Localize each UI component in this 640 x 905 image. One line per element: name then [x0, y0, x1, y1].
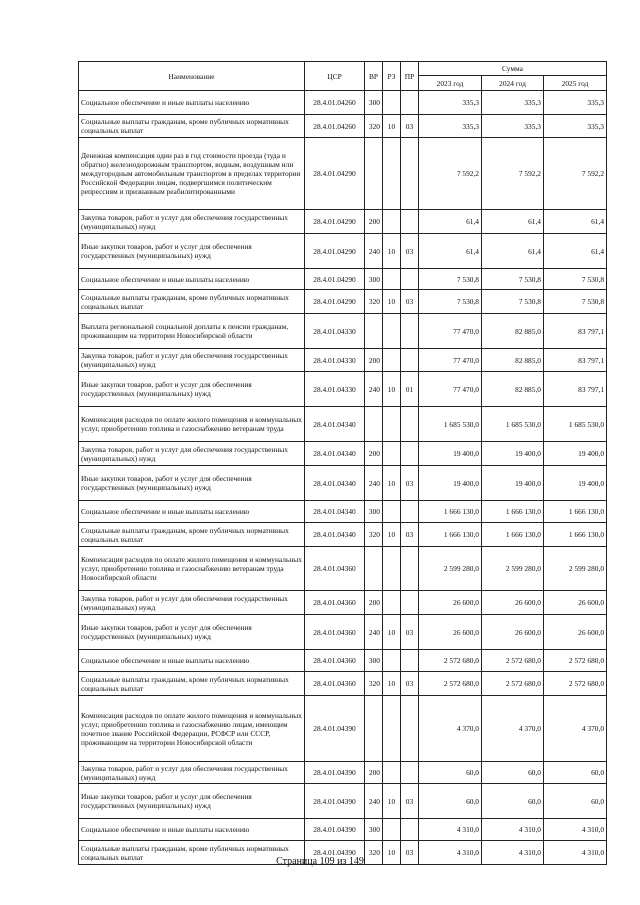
- row-rz: [383, 819, 401, 841]
- row-vr: 320: [365, 841, 383, 865]
- row-rz: [383, 650, 401, 672]
- row-value-2024: 7 530,8: [482, 269, 544, 290]
- row-value-2024: 2 572 680,0: [482, 650, 544, 672]
- row-value-2024: 26 600,0: [482, 615, 544, 650]
- row-value-2024: 19 400,0: [482, 442, 544, 466]
- row-pr: [401, 591, 419, 615]
- row-pr: 03: [401, 841, 419, 865]
- row-name: Иные закупки товаров, работ и услуг для обеспечения государственных (муниципальных) нужд: [79, 784, 305, 819]
- row-value-2023: 4 310,0: [419, 841, 482, 865]
- row-csr: 28.4.01.04360: [305, 591, 365, 615]
- table-row: [79, 672, 607, 696]
- row-value-2023: 1 666 130,0: [419, 501, 482, 523]
- row-rz: [383, 407, 401, 442]
- row-rz: [383, 501, 401, 523]
- row-name: Закупка товаров, работ и услуг для обеспечения государственных (муниципальных) нужд: [79, 349, 305, 372]
- row-name: Социальное обеспечение и иные выплаты населению: [79, 269, 305, 290]
- row-value-2025: 4 310,0: [544, 841, 607, 865]
- row-value-2025: 2 572 680,0: [544, 650, 607, 672]
- header-year-2024: 2024 год: [482, 76, 544, 91]
- row-rz: [383, 349, 401, 372]
- row-vr: 200: [365, 762, 383, 784]
- row-value-2025: 1 685 530,0: [544, 407, 607, 442]
- row-pr: [401, 501, 419, 523]
- row-name: Социальное обеспечение и иные выплаты населению: [79, 501, 305, 523]
- row-value-2024: 82 885,0: [482, 372, 544, 407]
- row-rz: [383, 696, 401, 762]
- row-rz: [383, 591, 401, 615]
- row-rz: 10: [383, 615, 401, 650]
- row-vr: 300: [365, 269, 383, 290]
- row-vr: [365, 407, 383, 442]
- row-value-2023: 335,3: [419, 91, 482, 115]
- table-body: [79, 91, 607, 865]
- row-name: Социальное обеспечение и иные выплаты населению: [79, 650, 305, 672]
- row-value-2023: 335,3: [419, 115, 482, 138]
- row-value-2023: 7 592,2: [419, 138, 482, 210]
- row-value-2024: 82 885,0: [482, 314, 544, 349]
- row-vr: 240: [365, 615, 383, 650]
- row-csr: 28.4.01.04360: [305, 615, 365, 650]
- row-value-2024: 4 310,0: [482, 819, 544, 841]
- row-vr: 320: [365, 115, 383, 138]
- row-csr: 28.4.01.04360: [305, 547, 365, 591]
- row-rz: [383, 210, 401, 234]
- row-pr: [401, 650, 419, 672]
- row-csr: 28.4.01.04360: [305, 650, 365, 672]
- row-vr: 320: [365, 672, 383, 696]
- row-value-2024: 2 572 680,0: [482, 672, 544, 696]
- row-value-2024: 4 370,0: [482, 696, 544, 762]
- row-value-2023: 7 530,8: [419, 290, 482, 314]
- row-value-2024: 7 530,8: [482, 290, 544, 314]
- row-csr: 28.4.01.04290: [305, 210, 365, 234]
- row-value-2025: 26 600,0: [544, 615, 607, 650]
- row-value-2023: 77 470,0: [419, 372, 482, 407]
- row-vr: 300: [365, 501, 383, 523]
- row-csr: 28.4.01.04330: [305, 372, 365, 407]
- row-csr: 28.4.01.04340: [305, 407, 365, 442]
- table-row: [79, 407, 607, 442]
- row-rz: [383, 314, 401, 349]
- row-vr: 320: [365, 523, 383, 547]
- header-pr: ПР: [401, 62, 419, 91]
- row-vr: 240: [365, 234, 383, 269]
- row-csr: 28.4.01.04390: [305, 696, 365, 762]
- row-value-2024: 61,4: [482, 234, 544, 269]
- table-row: [79, 466, 607, 501]
- table-row: [79, 696, 607, 762]
- row-value-2024: 61,4: [482, 210, 544, 234]
- row-value-2023: 19 400,0: [419, 466, 482, 501]
- header-sum: Сумма: [419, 62, 607, 76]
- row-value-2023: 2 572 680,0: [419, 650, 482, 672]
- table-header: [79, 62, 607, 91]
- row-value-2025: 7 592,2: [544, 138, 607, 210]
- row-value-2024: 1 685 530,0: [482, 407, 544, 442]
- row-csr: 28.4.01.04390: [305, 841, 365, 865]
- row-name: Компенсация расходов по оплате жилого помещения и коммунальных услуг, приобретению топлива и газоснабжению лицам, имеющим почетное звание Российской Федерации, РСФСР или СССР, проживающим на территории Новосибирской области: [79, 696, 305, 762]
- row-vr: 200: [365, 349, 383, 372]
- row-pr: [401, 547, 419, 591]
- table-row: [79, 784, 607, 819]
- table-row: [79, 290, 607, 314]
- row-csr: 28.4.01.04340: [305, 501, 365, 523]
- row-name: Иные закупки товаров, работ и услуг для обеспечения государственных (муниципальных) нужд: [79, 234, 305, 269]
- row-name: Закупка товаров, работ и услуг для обеспечения государственных (муниципальных) нужд: [79, 762, 305, 784]
- row-rz: 10: [383, 672, 401, 696]
- header-vr: ВР: [365, 62, 383, 91]
- row-csr: 28.4.01.04390: [305, 819, 365, 841]
- row-pr: 03: [401, 290, 419, 314]
- row-value-2025: 61,4: [544, 234, 607, 269]
- row-value-2024: 26 600,0: [482, 591, 544, 615]
- row-csr: 28.4.01.04330: [305, 314, 365, 349]
- table-row: [79, 819, 607, 841]
- row-vr: 200: [365, 591, 383, 615]
- row-value-2025: 335,3: [544, 115, 607, 138]
- row-value-2025: 4 310,0: [544, 819, 607, 841]
- row-name: Денежная компенсация один раз в год стоимости проезда (туда и обратно) железнодорожным транспортом, водным, воздушным или междугородным автомобильным транспортом в пределах территории Российской Федерации лицам, подвергшимся политическим репрессиям и признанным реабилитированными: [79, 138, 305, 210]
- row-name: Компенсация расходов по оплате жилого помещения и коммунальных услуг, приобретению топлива и газоснабжению ветеранам труда: [79, 407, 305, 442]
- row-rz: [383, 762, 401, 784]
- row-name: Социальные выплаты гражданам, кроме публичных нормативных социальных выплат: [79, 115, 305, 138]
- row-pr: 01: [401, 372, 419, 407]
- row-csr: 28.4.01.04260: [305, 115, 365, 138]
- table-row: [79, 547, 607, 591]
- row-rz: 10: [383, 372, 401, 407]
- row-pr: 03: [401, 672, 419, 696]
- row-vr: [365, 138, 383, 210]
- row-value-2025: 7 530,8: [544, 290, 607, 314]
- row-value-2023: 77 470,0: [419, 349, 482, 372]
- row-name: Социальные выплаты гражданам, кроме публичных нормативных социальных выплат: [79, 672, 305, 696]
- row-rz: [383, 547, 401, 591]
- row-csr: 28.4.01.04290: [305, 269, 365, 290]
- row-value-2024: 335,3: [482, 91, 544, 115]
- table-row: [79, 501, 607, 523]
- row-value-2025: 335,3: [544, 91, 607, 115]
- table-row: [79, 234, 607, 269]
- row-value-2023: 60,0: [419, 762, 482, 784]
- row-name: Компенсация расходов по оплате жилого помещения и коммунальных услуг, приобретению топлива и газоснабжению ветеранам труда Новосибирской области: [79, 547, 305, 591]
- table-row: [79, 615, 607, 650]
- row-rz: [383, 91, 401, 115]
- row-csr: 28.4.01.04260: [305, 91, 365, 115]
- row-pr: 03: [401, 115, 419, 138]
- row-value-2023: 7 530,8: [419, 269, 482, 290]
- row-csr: 28.4.01.04290: [305, 138, 365, 210]
- row-csr: 28.4.01.04390: [305, 762, 365, 784]
- row-name: Социальные выплаты гражданам, кроме публичных нормативных социальных выплат: [79, 841, 305, 865]
- row-rz: [383, 138, 401, 210]
- row-value-2023: 2 599 280,0: [419, 547, 482, 591]
- table-row: [79, 314, 607, 349]
- row-vr: 300: [365, 91, 383, 115]
- table-row: [79, 115, 607, 138]
- row-rz: 10: [383, 234, 401, 269]
- table-row: [79, 650, 607, 672]
- row-csr: 28.4.01.04360: [305, 672, 365, 696]
- row-rz: 10: [383, 784, 401, 819]
- budget-table: [78, 61, 607, 865]
- table-row: [79, 372, 607, 407]
- row-value-2024: 1 666 130,0: [482, 501, 544, 523]
- row-csr: 28.4.01.04330: [305, 349, 365, 372]
- row-value-2024: 19 400,0: [482, 466, 544, 501]
- row-value-2023: 61,4: [419, 210, 482, 234]
- row-value-2023: 4 310,0: [419, 819, 482, 841]
- row-value-2023: 61,4: [419, 234, 482, 269]
- row-value-2025: 7 530,8: [544, 269, 607, 290]
- row-vr: [365, 314, 383, 349]
- table-row: [79, 762, 607, 784]
- row-value-2023: 26 600,0: [419, 591, 482, 615]
- row-name: Социальное обеспечение и иные выплаты населению: [79, 819, 305, 841]
- row-value-2023: 2 572 680,0: [419, 672, 482, 696]
- header-rz: РЗ: [383, 62, 401, 91]
- row-csr: 28.4.01.04340: [305, 466, 365, 501]
- row-rz: 10: [383, 841, 401, 865]
- row-pr: [401, 762, 419, 784]
- row-rz: 10: [383, 115, 401, 138]
- row-pr: 03: [401, 234, 419, 269]
- row-vr: 240: [365, 784, 383, 819]
- table-row: [79, 442, 607, 466]
- row-name: Закупка товаров, работ и услуг для обеспечения государственных (муниципальных) нужд: [79, 591, 305, 615]
- row-pr: [401, 91, 419, 115]
- row-value-2023: 60,0: [419, 784, 482, 819]
- row-vr: 240: [365, 466, 383, 501]
- row-value-2025: 19 400,0: [544, 466, 607, 501]
- row-pr: 03: [401, 615, 419, 650]
- row-value-2025: 60,0: [544, 762, 607, 784]
- table-row: [79, 138, 607, 210]
- row-name: Иные закупки товаров, работ и услуг для обеспечения государственных (муниципальных) нужд: [79, 466, 305, 501]
- row-value-2023: 1 685 530,0: [419, 407, 482, 442]
- row-value-2024: 4 310,0: [482, 841, 544, 865]
- row-value-2023: 19 400,0: [419, 442, 482, 466]
- row-value-2024: 60,0: [482, 784, 544, 819]
- row-vr: 200: [365, 442, 383, 466]
- header-year-2025: 2025 год: [544, 76, 607, 91]
- row-value-2025: 83 797,1: [544, 372, 607, 407]
- row-value-2025: 61,4: [544, 210, 607, 234]
- page-footer: Страница 109 из 149: [276, 856, 364, 867]
- row-name: Закупка товаров, работ и услуг для обеспечения государственных (муниципальных) нужд: [79, 442, 305, 466]
- row-name: Социальные выплаты гражданам, кроме публичных нормативных социальных выплат: [79, 523, 305, 547]
- row-name: Иные закупки товаров, работ и услуг для обеспечения государственных (муниципальных) нужд: [79, 615, 305, 650]
- row-pr: [401, 349, 419, 372]
- row-pr: 03: [401, 466, 419, 501]
- row-value-2025: 60,0: [544, 784, 607, 819]
- row-value-2023: 77 470,0: [419, 314, 482, 349]
- row-vr: 300: [365, 819, 383, 841]
- row-pr: 03: [401, 523, 419, 547]
- row-vr: 200: [365, 210, 383, 234]
- row-vr: 300: [365, 650, 383, 672]
- row-value-2023: 1 666 130,0: [419, 523, 482, 547]
- row-value-2024: 82 885,0: [482, 349, 544, 372]
- row-pr: [401, 314, 419, 349]
- row-vr: 320: [365, 290, 383, 314]
- row-name: Выплата региональной социальной доплаты к пенсии гражданам, проживающим на территории Новосибирской области: [79, 314, 305, 349]
- row-pr: [401, 819, 419, 841]
- row-name: Социальное обеспечение и иные выплаты населению: [79, 91, 305, 115]
- row-name: Иные закупки товаров, работ и услуг для обеспечения государственных (муниципальных) нужд: [79, 372, 305, 407]
- row-value-2025: 4 370,0: [544, 696, 607, 762]
- row-value-2024: 335,3: [482, 115, 544, 138]
- row-vr: [365, 547, 383, 591]
- row-value-2025: 1 666 130,0: [544, 501, 607, 523]
- header-csr: ЦСР: [305, 62, 365, 91]
- row-rz: 10: [383, 466, 401, 501]
- table-row: [79, 210, 607, 234]
- header-name: Наименование: [79, 62, 305, 91]
- table-row: [79, 269, 607, 290]
- row-rz: [383, 269, 401, 290]
- header-year-2023: 2023 год: [419, 76, 482, 91]
- table-row: [79, 591, 607, 615]
- row-value-2025: 2 599 280,0: [544, 547, 607, 591]
- row-rz: 10: [383, 290, 401, 314]
- row-value-2025: 83 797,1: [544, 349, 607, 372]
- table-row: [79, 91, 607, 115]
- row-vr: 240: [365, 372, 383, 407]
- row-pr: [401, 138, 419, 210]
- row-name: Закупка товаров, работ и услуг для обеспечения государственных (муниципальных) нужд: [79, 210, 305, 234]
- row-value-2025: 1 666 130,0: [544, 523, 607, 547]
- row-csr: 28.4.01.04340: [305, 442, 365, 466]
- row-rz: [383, 442, 401, 466]
- row-csr: 28.4.01.04290: [305, 290, 365, 314]
- row-vr: [365, 696, 383, 762]
- row-csr: 28.4.01.04390: [305, 784, 365, 819]
- row-value-2024: 60,0: [482, 762, 544, 784]
- row-rz: 10: [383, 523, 401, 547]
- row-value-2023: 4 370,0: [419, 696, 482, 762]
- row-pr: [401, 442, 419, 466]
- row-value-2023: 26 600,0: [419, 615, 482, 650]
- table-row: [79, 523, 607, 547]
- row-value-2024: 2 599 280,0: [482, 547, 544, 591]
- row-pr: [401, 210, 419, 234]
- row-value-2025: 2 572 680,0: [544, 672, 607, 696]
- row-pr: [401, 269, 419, 290]
- row-pr: [401, 407, 419, 442]
- row-csr: 28.4.01.04290: [305, 234, 365, 269]
- row-csr: 28.4.01.04340: [305, 523, 365, 547]
- row-name: Социальные выплаты гражданам, кроме публичных нормативных социальных выплат: [79, 290, 305, 314]
- row-pr: 03: [401, 784, 419, 819]
- row-value-2025: 83 797,1: [544, 314, 607, 349]
- row-value-2024: 1 666 130,0: [482, 523, 544, 547]
- table-row: [79, 349, 607, 372]
- row-value-2025: 26 600,0: [544, 591, 607, 615]
- row-pr: [401, 696, 419, 762]
- row-value-2025: 19 400,0: [544, 442, 607, 466]
- row-value-2024: 7 592,2: [482, 138, 544, 210]
